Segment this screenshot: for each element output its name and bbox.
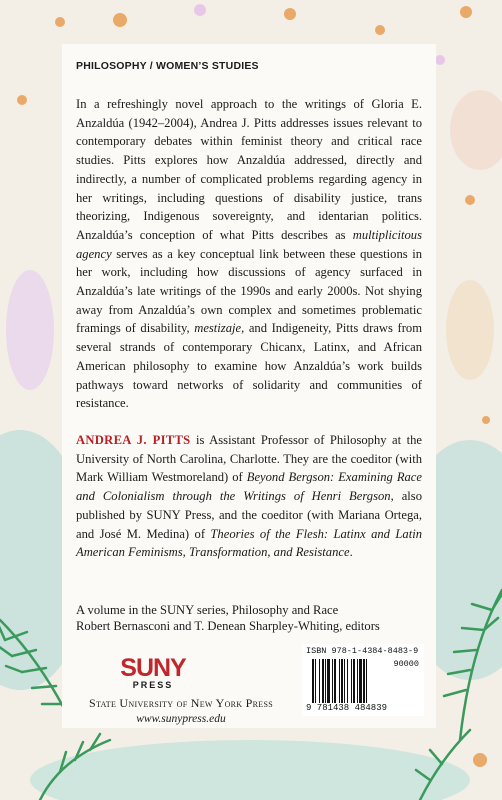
- suny-press-logo: [108, 653, 198, 691]
- series-line: A volume in the SUNY series, Philosophy and Race: [76, 603, 339, 617]
- barcode-bar: [344, 659, 345, 703]
- description-run-3: mestizaje: [194, 321, 242, 336]
- bio-run-5: .: [349, 545, 353, 560]
- barcode-bar: [325, 659, 326, 703]
- publisher-name: State University of New York Press: [89, 696, 273, 710]
- barcode-bar: [347, 659, 348, 703]
- barcode-bar: [319, 659, 320, 703]
- description-run-4: , and Indigeneity, Pitts draws from several strands of contemporary Chicanx, Latinx, and African American philosophy to examine how Anzaldúa’s work builds pathways toward networks of solidarity and communities of resistance.: [76, 321, 422, 411]
- barcode-bar: [359, 659, 362, 703]
- barcode-bar: [332, 659, 333, 703]
- barcode-bar: [353, 659, 355, 703]
- barcode-bar: [366, 659, 367, 703]
- price-code: 90000: [393, 659, 419, 669]
- series-editors: Robert Bernasconi and T. Denean Sharpley-Whiting, editors: [76, 619, 380, 633]
- barcode-bar: [312, 659, 314, 703]
- barcode-bar: [315, 659, 316, 703]
- description-run-2: serves as a key conceptual link between these questions in her work, including how discussions of agency surfaced in Anzaldúa’s late writings of the 1990s and early 2000s. Not shying away from Anzaldúa’s own complex and sometimes problematic framings of disability,: [76, 246, 422, 336]
- bio-run-4: Theories of the Flesh: Latinx and Latin American Feminisms, Transformation, and Resistance: [76, 526, 422, 560]
- description-run-0: In a refreshingly novel approach to the writings of Gloria E. Anzaldúa (1942–2004), Andrea J. Pitts addresses issues relevant to contemporary debates within feminist theory and critical race studies. Pitts explores how Anzaldúa addressed, directly and indirectly, a number of complicated problems regarding agency in her writings, including questions of disability justice, trans theorizing, Indigenous sovereignty, and identarian politics. Anzaldúa’s conception of what Pitts describes as: [76, 97, 422, 242]
- category-label: PHILOSOPHY / WOMEN’S STUDIES: [76, 60, 259, 72]
- description-run-1: multiplicitous agency: [76, 227, 422, 261]
- barcode-bars: [312, 659, 392, 703]
- isbn-barcode: [302, 644, 424, 716]
- barcode-bar: [357, 659, 358, 703]
- publisher-url: www.sunypress.edu: [136, 713, 226, 725]
- barcode-digits: 9 781438 484839: [306, 703, 388, 713]
- author-bio: [76, 431, 422, 562]
- barcode-bar: [363, 659, 365, 703]
- isbn-label: ISBN 978-1-4384-8483-9: [306, 646, 419, 656]
- barcode-bar: [322, 659, 324, 703]
- publisher-info: [76, 695, 286, 727]
- barcode-bar: [339, 659, 340, 703]
- series-info: [76, 602, 422, 634]
- barcode-bar: [334, 659, 336, 703]
- bio-run-2: Beyond Bergson: Examining Race and Colonialism through the Writings of Henri Bergson: [76, 470, 422, 504]
- barcode-bar: [327, 659, 330, 703]
- barcode-bar: [351, 659, 352, 703]
- bio-run-3: , also published by SUNY Press, and the coeditor (with Mariana Ortega, and José M. Medina) of: [76, 489, 423, 541]
- barcode-bar: [341, 659, 343, 703]
- logo-suny-text: SUNY: [120, 654, 186, 682]
- bio-run-1: is Assistant Professor of Philosophy at the University of North Carolina, Charlotte. They are the coeditor (with Mark William Westmoreland) of: [76, 433, 422, 485]
- logo-press-text: PRESS: [132, 680, 174, 690]
- book-description: [76, 95, 422, 413]
- author-name: ANDREA J. PITTS: [76, 433, 191, 447]
